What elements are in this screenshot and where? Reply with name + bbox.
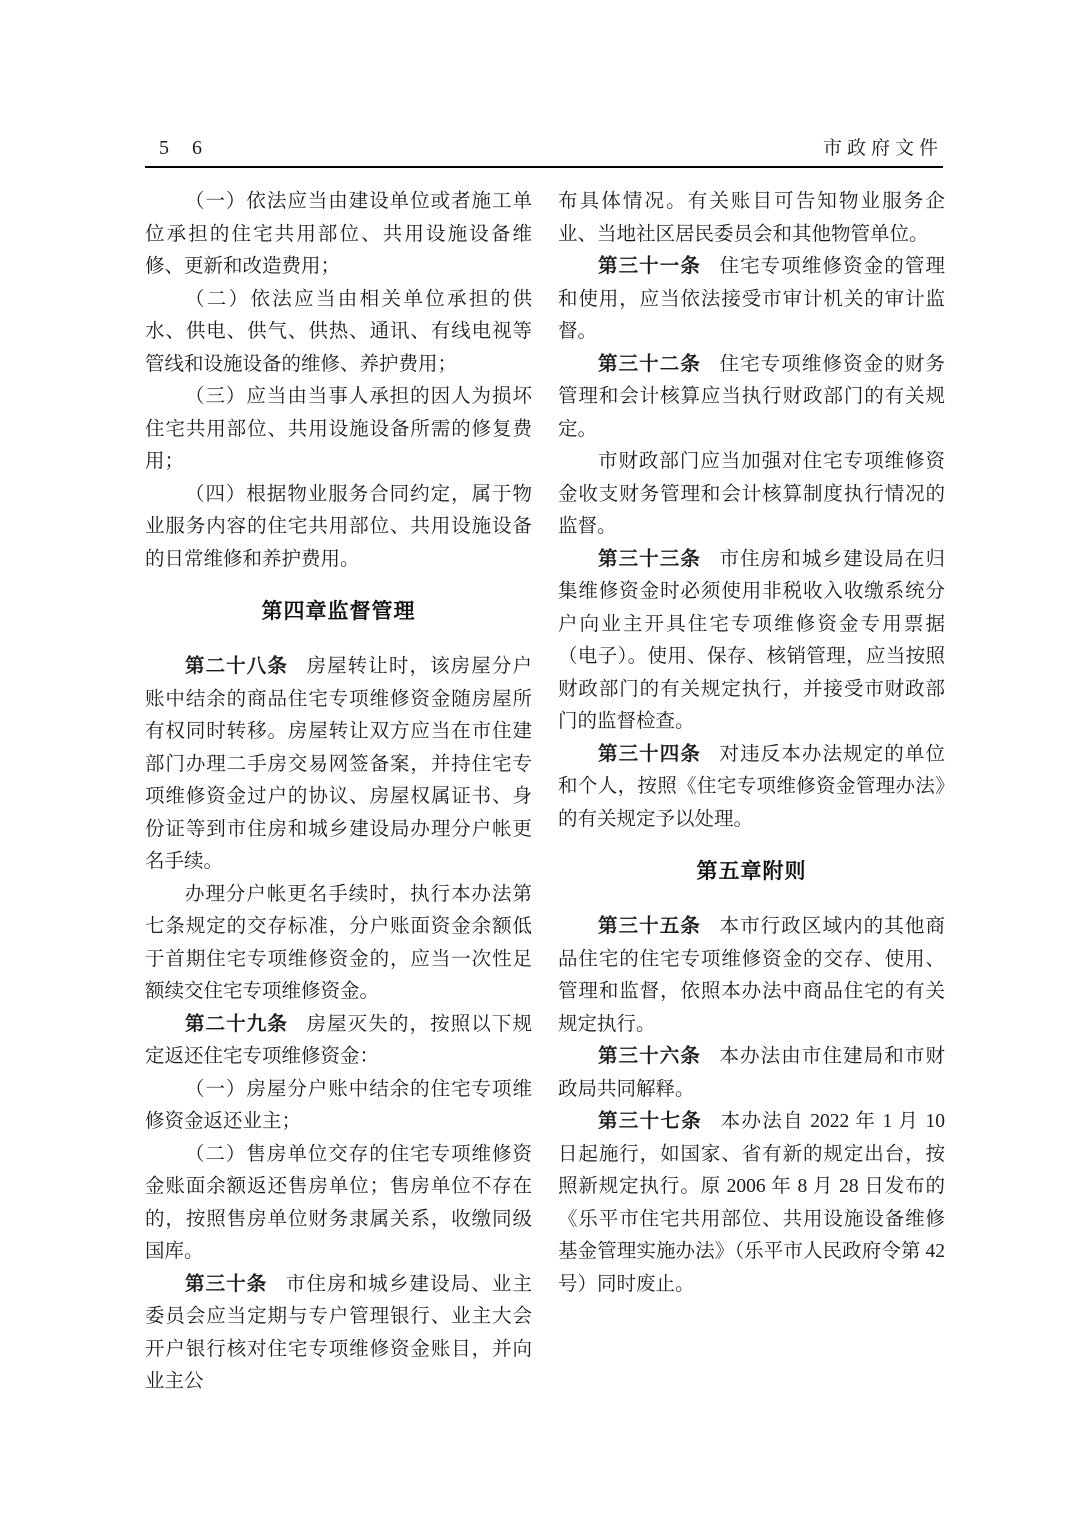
article-28-text: 房屋转让时，该房屋分户账中结余的商品住宅专项维修资金随房屋所有权同时转移。房屋转让双方应当在市住建部门办理二手房交易网签备案，并持住宅专项维修资金过户的协议、房屋权属证书、身份证等到市住房和城乡建设局办理分户帐更名手续。: [145, 656, 532, 872]
article-36-text: 本办法由市住建局和市财政局共同解释。: [558, 1046, 945, 1100]
paragraph-item-1: （一）依法应当由建设单位或者施工单位承担的住宅共用部位、共用设施设备维修、更新和改造费用；: [145, 191, 532, 277]
article-29-paragraph: [145, 1009, 532, 1074]
article-33-text: 市住房和城乡建设局在归集维修资金时必须使用非税收入收缴系统分户向业主开具住宅专项维修资金专用票据（电子）。使用、保存、核销管理，应当按照财政部门的有关规定执行，并接受市财政部门的监督检查。: [558, 548, 945, 732]
article-34-number: 第三十四条: [597, 743, 701, 765]
article-28-number: 第二十八条: [184, 656, 288, 677]
article-29-number: 第二十九条: [184, 1013, 288, 1035]
left-column: [145, 186, 532, 1399]
article-36-paragraph: [558, 1041, 945, 1106]
paragraph-rename: 办理分户帐更名手续时，执行本办法第七条规定的交存标准，分户账面资金余额低于首期住宅专项维修资金的，应当一次性足额续交住宅专项维修资金。: [145, 883, 532, 1002]
article-37-text: 本办法自 2022 年 1 月 10 日起施行，如国家、省有新的规定出台，按照新规定执行。原 2006 年 8 月 28 日发布的《乐平市住宅共用部位、共用设施设备维修基金管理实施办法》（乐平市人民政府令第 42 号）同时废止。: [558, 1111, 945, 1295]
article-35-text: 本市行政区域内的其他商品住宅的住宅专项维修资金的交存、使用、管理和监督，依照本办法中商品住宅的有关规定执行。: [558, 916, 945, 1035]
chapter-heading-5: 第五章附则: [696, 860, 807, 883]
paragraph-item-4: （四）根据物业服务合同约定，属于物业服务内容的住宅共用部位、共用设施设备的日常维修和养护费用。: [145, 483, 532, 570]
article-33-paragraph: [558, 544, 945, 739]
paragraph-item-29-1: （一）房屋分户账中结余的住宅专项维修资金返还业主；: [145, 1078, 532, 1132]
paragraph-item-2: （二）依法应当由相关单位承担的供水、供电、供气、供热、通讯、有线电视等管线和设施设备的维修、养护费用；: [145, 288, 532, 375]
article-29-text: 房屋灭失的，按照以下规定返还住宅专项维修资金：: [145, 1013, 532, 1067]
article-30-number: 第三十条: [184, 1273, 268, 1295]
paragraph-continuation: 布具体情况。有关账目可告知物业服务企业、当地社区居民委员会和其他物管单位。: [558, 191, 945, 245]
header-rule: [145, 166, 943, 168]
article-34-paragraph: [558, 739, 945, 837]
article-31-number: 第三十一条: [597, 256, 701, 277]
article-35-number: 第三十五条: [597, 916, 701, 937]
article-32-number: 第三十二条: [597, 353, 701, 375]
article-36-number: 第三十六条: [597, 1046, 701, 1067]
right-column: [558, 186, 945, 1399]
article-28-paragraph: [145, 651, 532, 879]
article-32-paragraph: [558, 349, 945, 447]
article-30-text: 市住房和城乡建设局、业主委员会应当定期与专户管理银行、业主大会开户银行核对住宅专项维修资金账目，并向业主公: [145, 1273, 532, 1392]
article-31-text: 住宅专项维修资金的管理和使用，应当依法接受市审计机关的审计监督。: [558, 256, 945, 342]
article-34-text: 对违反本办法规定的单位和个人，按照《住宅专项维修资金管理办法》的有关规定予以处理。: [558, 743, 945, 830]
article-37-number: 第三十七条: [597, 1111, 703, 1132]
page-number: 5 6: [159, 137, 211, 159]
header-doc-type: 市政府文件: [822, 138, 943, 159]
page-header: [145, 133, 943, 160]
article-33-number: 第三十三条: [597, 548, 701, 570]
paragraph-item-29-2: （二）售房单位交存的住宅专项维修资金账面余额返还售房单位；售房单位不存在的，按照售房单位财务隶属关系，收缴同级国库。: [145, 1143, 532, 1262]
article-37-paragraph: [558, 1106, 945, 1301]
paragraph-finance-dept: 市财政部门应当加强对住宅专项维修资金收支财务管理和会计核算制度执行情况的监督。: [558, 451, 945, 537]
body-columns: [145, 186, 945, 1399]
article-30-paragraph: [145, 1269, 532, 1399]
paragraph-item-3: （三）应当由当事人承担的因人为损坏住宅共用部位、共用设施设备所需的修复费用；: [145, 386, 532, 472]
chapter-heading-4: 第四章监督管理: [261, 600, 416, 623]
article-32-text: 住宅专项维修资金的财务管理和会计核算应当执行财政部门的有关规定。: [558, 353, 945, 440]
article-35-paragraph: [558, 911, 945, 1041]
article-31-paragraph: [558, 251, 945, 349]
